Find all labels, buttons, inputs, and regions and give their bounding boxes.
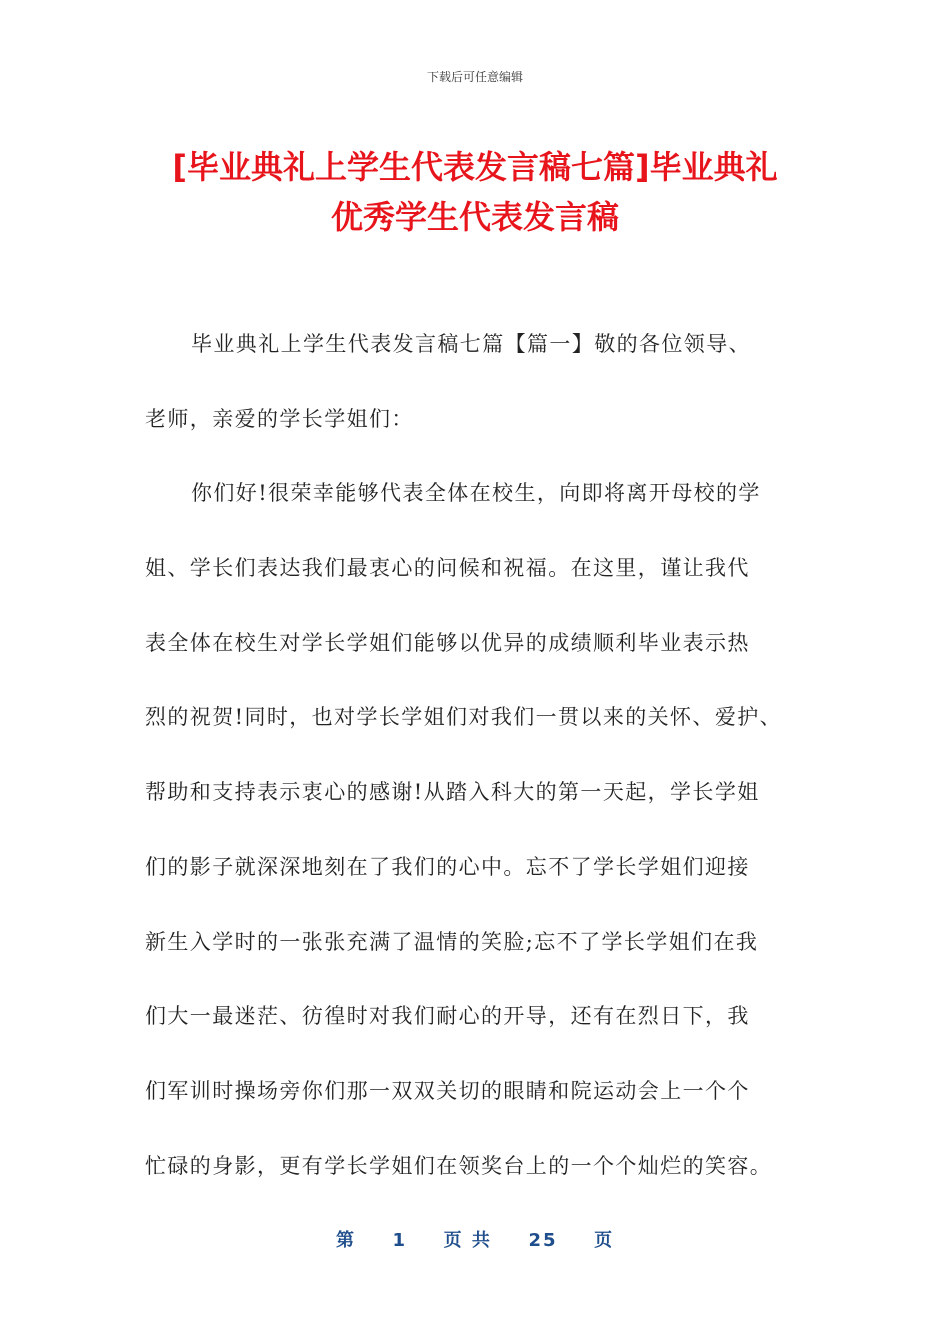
title-line-2: 优秀学生代表发言稿: [330, 198, 619, 236]
page-current: 1: [392, 1230, 408, 1251]
body-text: [145, 320, 825, 1216]
page-prefix: 第: [335, 1230, 356, 1251]
page-middle: 页 共: [443, 1230, 492, 1251]
body-line: 们大一最迷茫、彷徨时对我们耐心的开导，还有在烈日下，我: [145, 1004, 750, 1029]
page-footer: [0, 1226, 950, 1252]
page-total: 25: [528, 1230, 558, 1251]
body-line: 帮助和支持表示衷心的感谢!从踏入科大的第一天起，学长学姐: [145, 780, 760, 805]
body-line: 们的影子就深深地刻在了我们的心中。忘不了学长学姐们迎接: [145, 854, 750, 879]
document-title: [120, 142, 830, 242]
body-line: 姐、学长们表达我们最衷心的问候和祝福。在这里，谨让我代: [145, 556, 750, 581]
body-line: 新生入学时的一张张充满了温情的笑脸;忘不了学长学姐们在我: [145, 929, 759, 954]
body-line: 老师，亲爱的学长学姐们：: [145, 406, 414, 431]
header-note: 下载后可任意编辑: [426, 70, 523, 84]
body-line: 表全体在校生对学长学姐们能够以优异的成绩顺利毕业表示热: [145, 630, 750, 655]
body-line: 毕业典礼上学生代表发言稿七篇【篇一】敬的各位领导、: [191, 332, 751, 356]
body-line: 们军训时操场旁你们那一双双关切的眼睛和院运动会上一个个: [145, 1078, 750, 1103]
body-line: 烈的祝贺!同时，也对学长学姐们对我们一贯以来的关怀、爱护、: [145, 705, 783, 730]
page-suffix: 页: [594, 1230, 615, 1251]
body-line: 忙碌的身影，更有学长学姐们在领奖台上的一个个灿烂的笑容。: [145, 1153, 773, 1178]
title-line-1: [毕业典礼上学生代表发言稿七篇]毕业典礼: [172, 148, 778, 186]
body-line: 你们好!很荣幸能够代表全体在校生，向即将离开母校的学: [191, 481, 761, 506]
